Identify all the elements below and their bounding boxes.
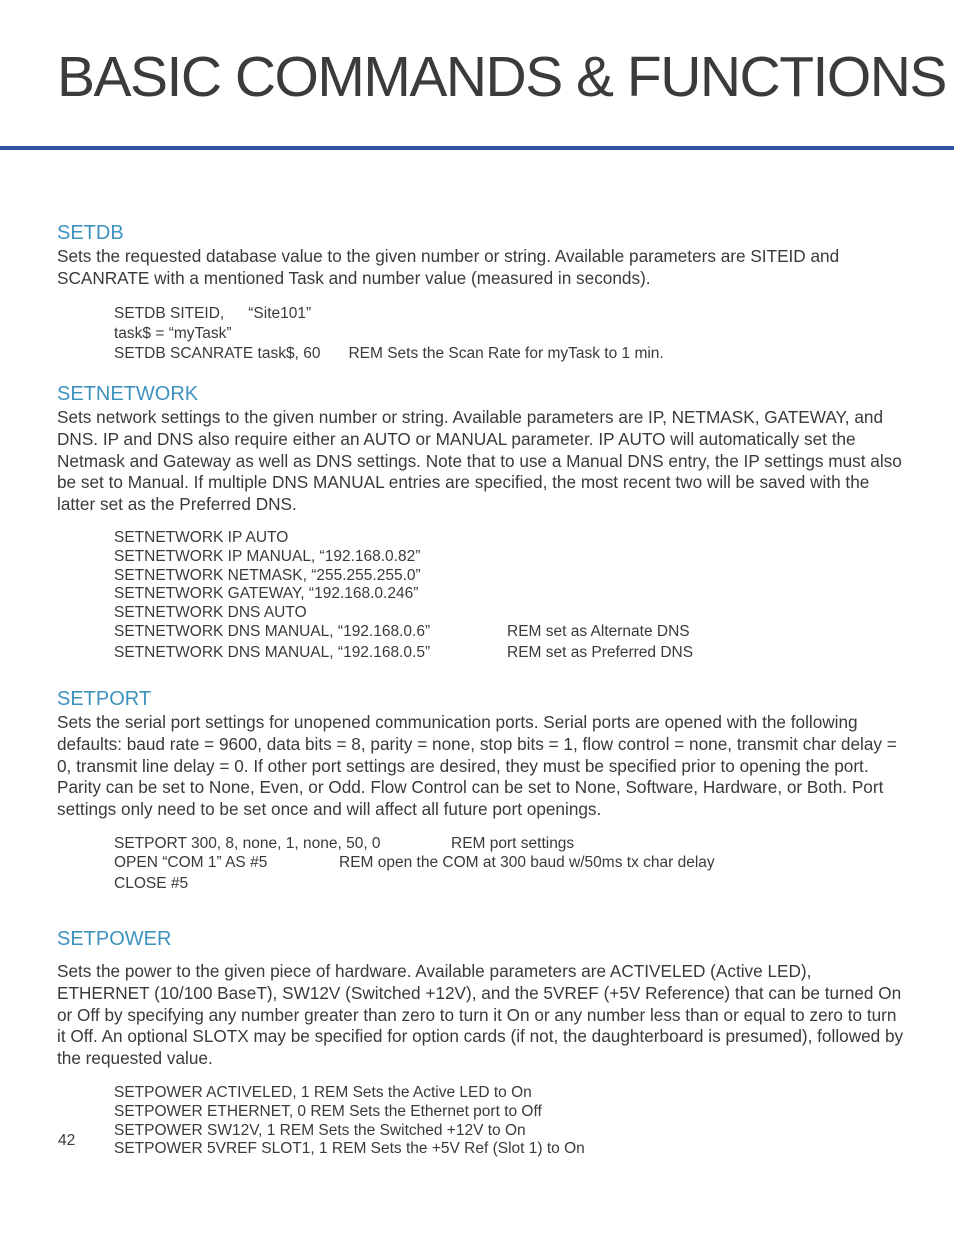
- code-command: CLOSE #5: [114, 874, 189, 892]
- code-command: SETPOWER SW12V, 1 REM Sets the Switched +12V to On: [114, 1121, 526, 1139]
- section-heading: SETPORT: [57, 688, 152, 710]
- code-line: [114, 644, 907, 663]
- section-setdb: [57, 220, 907, 364]
- section-heading: SETPOWER: [57, 928, 172, 950]
- code-comment: REM set as Alternate DNS: [507, 622, 690, 640]
- code-line: [114, 585, 907, 604]
- code-line: [114, 854, 907, 873]
- section-description: Sets the power to the given piece of hardware. Available parameters are ACTIVELED (Active LED), ETHERNET (10/100 BaseT), SW12V (Switched +12V), and the 5VREF (+5V Reference) that can be turned On or Off by specifying any number greater than zero to turn it On or any number less than or equal to zero to turn it Off. An optional SLOTX may be specified for option cards (if not, the daughterboard is presumed), followed by the requested value.: [57, 961, 904, 1069]
- code-command: SETNETWORK DNS MANUAL, “192.168.0.5”: [114, 643, 431, 661]
- code-line: [114, 835, 907, 854]
- code-line: [114, 1103, 907, 1122]
- section-description: Sets the serial port settings for unopened communication ports. Serial ports are opened with the following defaults: baud rate = 9600, data bits = 8, parity = none, stop bits = 1, flow control = none, transmit char delay = 0, transmit line delay = 0. If other port settings are desired, they must be specified prior to opening the port. Parity can be set to None, Even, or Odd. Flow Control can be set to None, Software, Hardware, or Both. Port settings only need to be set once and will affect all future port openings.: [57, 712, 897, 820]
- section-description: Sets network settings to the given number or string. Available parameters are IP, NETMASK, GATEWAY, and DNS. IP and DNS also require either an AUTO or MANUAL parameter. IP AUTO will automatically set the Netmask and Gateway as well as DNS settings. Note that to use a Manual DNS entry, the IP settings must also be set to Manual. If multiple DNS MANUAL entries are specified, the most recent two will be saved with the latter set as the Preferred DNS.: [57, 407, 902, 515]
- code-command: OPEN “COM 1” AS #5: [114, 853, 268, 871]
- code-command: SETPOWER ACTIVELED, 1 REM Sets the Active LED to On: [114, 1083, 532, 1101]
- code-line: [114, 604, 907, 623]
- code-example: [114, 529, 907, 663]
- section-description: Sets the requested database value to the given number or string. Available parameters are SITEID and SCANRATE with a mentioned Task and number value (measured in seconds).: [57, 246, 840, 288]
- title-divider: [0, 146, 954, 150]
- code-example: [114, 1084, 907, 1159]
- page-number: 42: [58, 1132, 76, 1149]
- code-comment: REM Sets the Scan Rate for myTask to 1 min.: [348, 345, 664, 363]
- section-heading: SETDB: [57, 222, 124, 244]
- code-command: SETNETWORK IP MANUAL, “192.168.0.82”: [114, 547, 421, 565]
- code-example: [114, 835, 907, 893]
- page-title: BASIC COMMANDS & FUNCTIONS: [57, 45, 946, 109]
- code-command: SETNETWORK NETMASK, “255.255.255.0”: [114, 566, 421, 584]
- code-line: [114, 548, 907, 567]
- code-command: SETDB SCANRATE task$, 60: [114, 345, 321, 363]
- code-line: [114, 567, 907, 586]
- code-line: [114, 325, 907, 344]
- code-comment: REM port settings: [451, 834, 575, 852]
- section-setpower: [57, 926, 907, 1159]
- code-command: SETNETWORK DNS MANUAL, “192.168.0.6”: [114, 622, 431, 640]
- code-line: [114, 345, 907, 364]
- code-command: SETNETWORK DNS AUTO: [114, 604, 307, 622]
- section-setnetwork: [57, 381, 907, 663]
- code-command: SETNETWORK IP AUTO: [114, 528, 289, 546]
- code-example: [114, 305, 907, 364]
- code-line: [114, 305, 907, 324]
- code-command: SETPORT 300, 8, none, 1, none, 50, 0: [114, 834, 381, 852]
- code-command: task$ = “myTask”: [114, 324, 232, 342]
- code-command: SETPOWER 5VREF SLOT1, 1 REM Sets the +5V Ref (Slot 1) to On: [114, 1140, 585, 1158]
- code-line: [114, 623, 907, 642]
- code-line: [114, 875, 907, 894]
- code-line: [114, 529, 907, 548]
- code-comment: REM set as Preferred DNS: [507, 643, 694, 661]
- code-command: SETDB SITEID,: [114, 304, 225, 322]
- code-line: [114, 1084, 907, 1103]
- code-comment: “Site101”: [248, 304, 312, 322]
- section-heading: SETNETWORK: [57, 383, 199, 405]
- code-line: [114, 1122, 907, 1141]
- code-command: SETPOWER ETHERNET, 0 REM Sets the Ethernet port to Off: [114, 1102, 542, 1120]
- code-comment: REM open the COM at 300 baud w/50ms tx char delay: [339, 853, 715, 871]
- code-command: SETNETWORK GATEWAY, “192.168.0.246”: [114, 585, 419, 603]
- section-setport: [57, 686, 907, 893]
- code-line: [114, 1140, 907, 1159]
